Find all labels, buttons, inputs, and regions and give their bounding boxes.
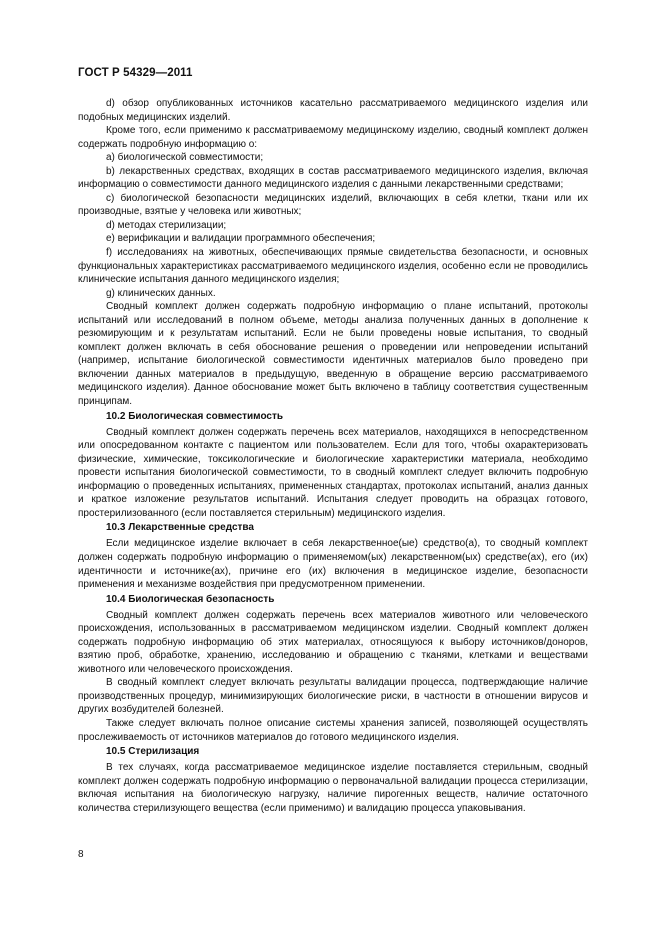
paragraph: Если медицинское изделие включает в себя лекарственное(ые) средство(а), то сводный комплект должен содержать подробную информацию о применяемом(ых) лекарственном(ых) средстве(ах), его (их) идентичности и источнике(ах), причине его (их) включения в медицинское изделие, безопасности применения и механизме воздействия при предусмотренном применении. — [78, 538, 588, 591]
paragraph: Также следует включать полное описание системы хранения записей, позволяющей осуществлять прослеживаемость от источников материалов до готового медицинского изделия. — [78, 717, 588, 743]
section-heading: 10.3 Лекарственные средства — [106, 522, 254, 534]
paragraph: В тех случаях, когда рассматриваемое медицинское изделие поставляется стерильным, сводный комплект должен содержать подробную информацию о первоначальной валидации процесса стерилизации, включая испытания на биологическую нагрузку, наличие пирогенных веществ, наличие остаточного количества стерилизующего вещества (если применимо) и валидацию процесса упаковывания. — [78, 762, 588, 814]
list-item: a) биологической совместимости; — [106, 152, 264, 164]
document-body — [78, 97, 588, 815]
list-item: c) биологической безопасности медицинских изделий, включающих в себя клетки, ткани или их производные, взятые у человека или животных; — [78, 192, 588, 218]
paragraph: Кроме того, если применимо к рассматриваемому медицинскому изделию, сводный комплект должен содержать подробную информацию о: — [78, 125, 588, 150]
list-item: f) исследованиях на животных, обеспечивающих прямые свидетельства безопасности, и основных функциональных характеристиках рассматриваемого медицинского изделия, особенно если не проводились клинические испытания данного медицинского изделия; — [78, 247, 588, 286]
section-heading: 10.4 Биологическая безопасность — [106, 593, 275, 605]
list-item: b) лекарственных средствах, входящих в состав рассматриваемого медицинского изделия, включая информацию о совместимости данного медицинского изделия с данными лекарственными средствами; — [78, 165, 588, 191]
list-item: d) методах стерилизации; — [106, 219, 227, 231]
section-heading: 10.5 Стерилизация — [106, 746, 200, 758]
section-heading: 10.2 Биологическая совместимость — [106, 410, 284, 422]
paragraph: d) обзор опубликованных источников касательно рассматриваемого медицинского изделия или подобных медицинских изделий. — [78, 98, 588, 123]
paragraph: В сводный комплект следует включать результаты валидации процесса, подтверждающие наличие производственных процедур, минимизирующих биологические риски, в частности в отношении вирусов и других возбудителей болезней. — [78, 677, 588, 716]
paragraph: Сводный комплект должен содержать перечень всех материалов животного или человеческого происхождения, использованных в рассматриваемом медицинском изделии. Сводный комплект должен содержать подробную информацию об этих материалах, относящуюся к выбору источников/доноров, взятию проб, обработке, хранению, исследованию и обращению с тканями, клетками и веществами животного или человеческого происхождения. — [78, 609, 588, 675]
list-item: e) верификации и валидации программного обеспечения; — [106, 233, 376, 245]
list-item: g) клинических данных. — [106, 287, 216, 299]
paragraph: Сводный комплект должен содержать перечень всех материалов, находящихся в непосредственном или опосредованном контакте с пациентом или пользователем. Если для того, чтобы охарактеризовать физические, химические, токсикологические и биологические характеристики материала, необходимо провести испытания биологической совместимости, то в сводный комплект следует включить подробную информацию о проведенных испытаниях, примененных стандартах, протоколах испытаний, анализ данных и краткое изложение результатов испытаний. Испытания следует проводить на образцах готового, простерилизованного (если поставляется стерильным) медицинского изделия. — [78, 426, 588, 519]
document-header: ГОСТ Р 54329—2011 — [78, 67, 193, 79]
paragraph: Сводный комплект должен содержать подробную информацию о плане испытаний, протоколы испытаний или исследований в полном объеме, методы анализа полученных данных в дополнение к резюмирующим и к результатам испытаний. Если не были проведены новые испытания, то сводный комплект должен включать в себя обоснование решения о проведении или непроведении испытаний (например, испытание биологической совместимости идентичных материалов было проведено при включении данных материалов в предыдущую, введенную в обращение версию рассматриваемого медицинского изделия). Данное обоснование может быть включено в таблицу соответствия существенным принципам. — [78, 301, 588, 408]
page-number: 8 — [78, 849, 84, 860]
